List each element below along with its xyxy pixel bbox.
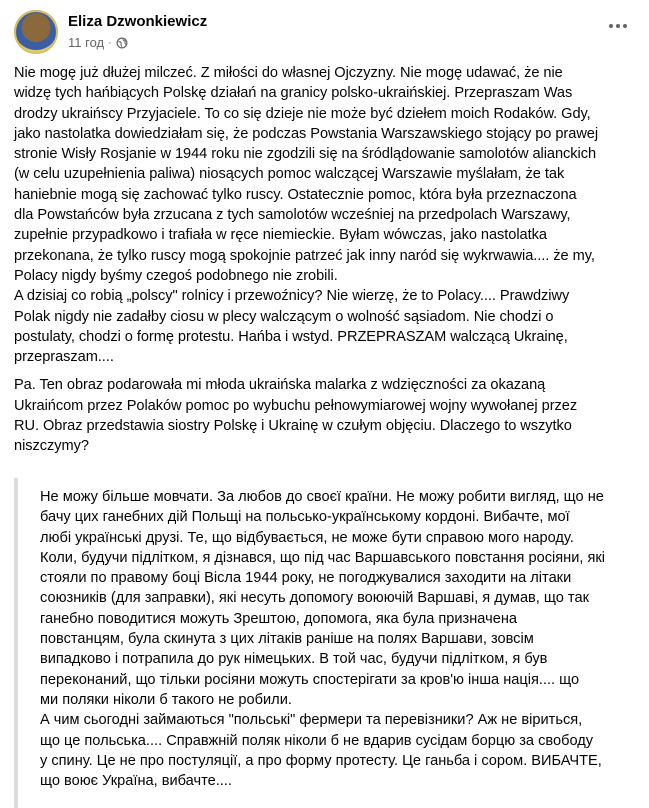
post-body — [14, 63, 636, 457]
post-paragraph: Pa. Ten obraz podarowała mi młoda ukraińska malarka z wdzięczności za okazaną Ukraińcom przez Polaków pomoc po wybuchu pełnowymiarowej wojny wywołanej przez RU. Obraz przedstawia siostry Polskę i Ukrainę w czułym objęciu. Dlaczego to wszytko niszczymy? — [14, 377, 578, 455]
meta-separator: · — [108, 36, 112, 49]
translation-quote — [14, 478, 640, 808]
post-header — [14, 10, 634, 60]
quote-text: Не можу більше мовчати. За любов до своєї країни. Не можу робити вигляд, що не бачу цих ганебних дій Польщі на польсько-українському кордоні. Вибачте, мої любі українські друзі. Те, що відбувається, не може бути справою мого народу. Коли, будучи підлітком, я дізнався, що під час Варшавського повстання росіяни, які стояли по правому боці Вісла 1944 року, не погоджувалися заходити на літаки союзників (для заправки), які несуть допомогу воюючій Варшаві, я думав, що так ганебно поводитися можуть Зрештою, допомога, яка була призначена повстанцям, була скинута з цих літаків раніше на полях Варшави, зовсім випадково і потрапила до рук німецьких. В той час, будучи підлітком, я був переконаний, що тільки росіяни можуть спостерігати за кров'ю інша нація.... що ми поляки ніколи б такого не робили. А чим сьогодні займаються "польські" фермери та перевізники? Аж не віриться, що це польська.... Справжній поляк ніколи б не вдарив сусідам борцю за свободу у спину. Це не про постуляції, а про форму протесту. Це ганьба і сором. ВИБАЧТЕ, що воює Україна, вибачте.... — [40, 489, 605, 790]
post-paragraph: Nie mogę już dłużej milczeć. Z miłości do własnej Ojczyzny. Nie mogę udawać, że nie widzę tych hańbiących Polskę działań na granicy polsko-ukraińskiej. Przepraszam Was drodzy ukraińscy Przyjaciele. To co się dzieje nie może być dziełem moich Rodaków. Gdy, jako nastolatka dowiedziałam się, że podczas Powstania Warszawskiego stojący po prawej stronie Wisły Rosjanie w 1944 roku nie zgodzili się na śródlądowanie samolotów alianckich (w celu uzupełnienia paliwa) niosących pomoc walczącej Warszawie myślałam, że tak haniebnie mogą się zachować tylko ruscy. Ostatecznie pomoc, która była przeznaczona dla Powstańców była zrzucana z tych samolotów wcześniej na przedpolach Warszawy, zupełnie przypadkowo i trafiała w ręce niemieckie. Byłam wówczas, jako nastolatka przekonana, że tylko ruscy mogą spokojnie patrzeć jak inny naród się wykrwawia.... że my, Polacy nigdy byśmy czegoś podobnego nie zrobili. A dzisiaj co robią „polscy" rolnicy i przewoźnicy? Nie wierzę, że to Polacy.... Prawdziwy Polak nigdy nie zadałby ciosu w plecy walczącym o wolność sąsiadom. Nie chodzi o postulaty, chodzi o formę protestu. Hańba i wstyd. PRZEPRASZAM walczącą Ukrainę, przepraszam.... — [14, 65, 599, 366]
author-name[interactable]: Eliza Dzwonkiewicz — [68, 13, 208, 30]
globe-icon[interactable] — [116, 37, 128, 49]
post-meta — [68, 35, 128, 50]
more-options-icon[interactable] — [606, 16, 630, 36]
profile-avatar[interactable] — [14, 10, 58, 54]
post-timestamp[interactable]: 11 год — [68, 35, 105, 50]
